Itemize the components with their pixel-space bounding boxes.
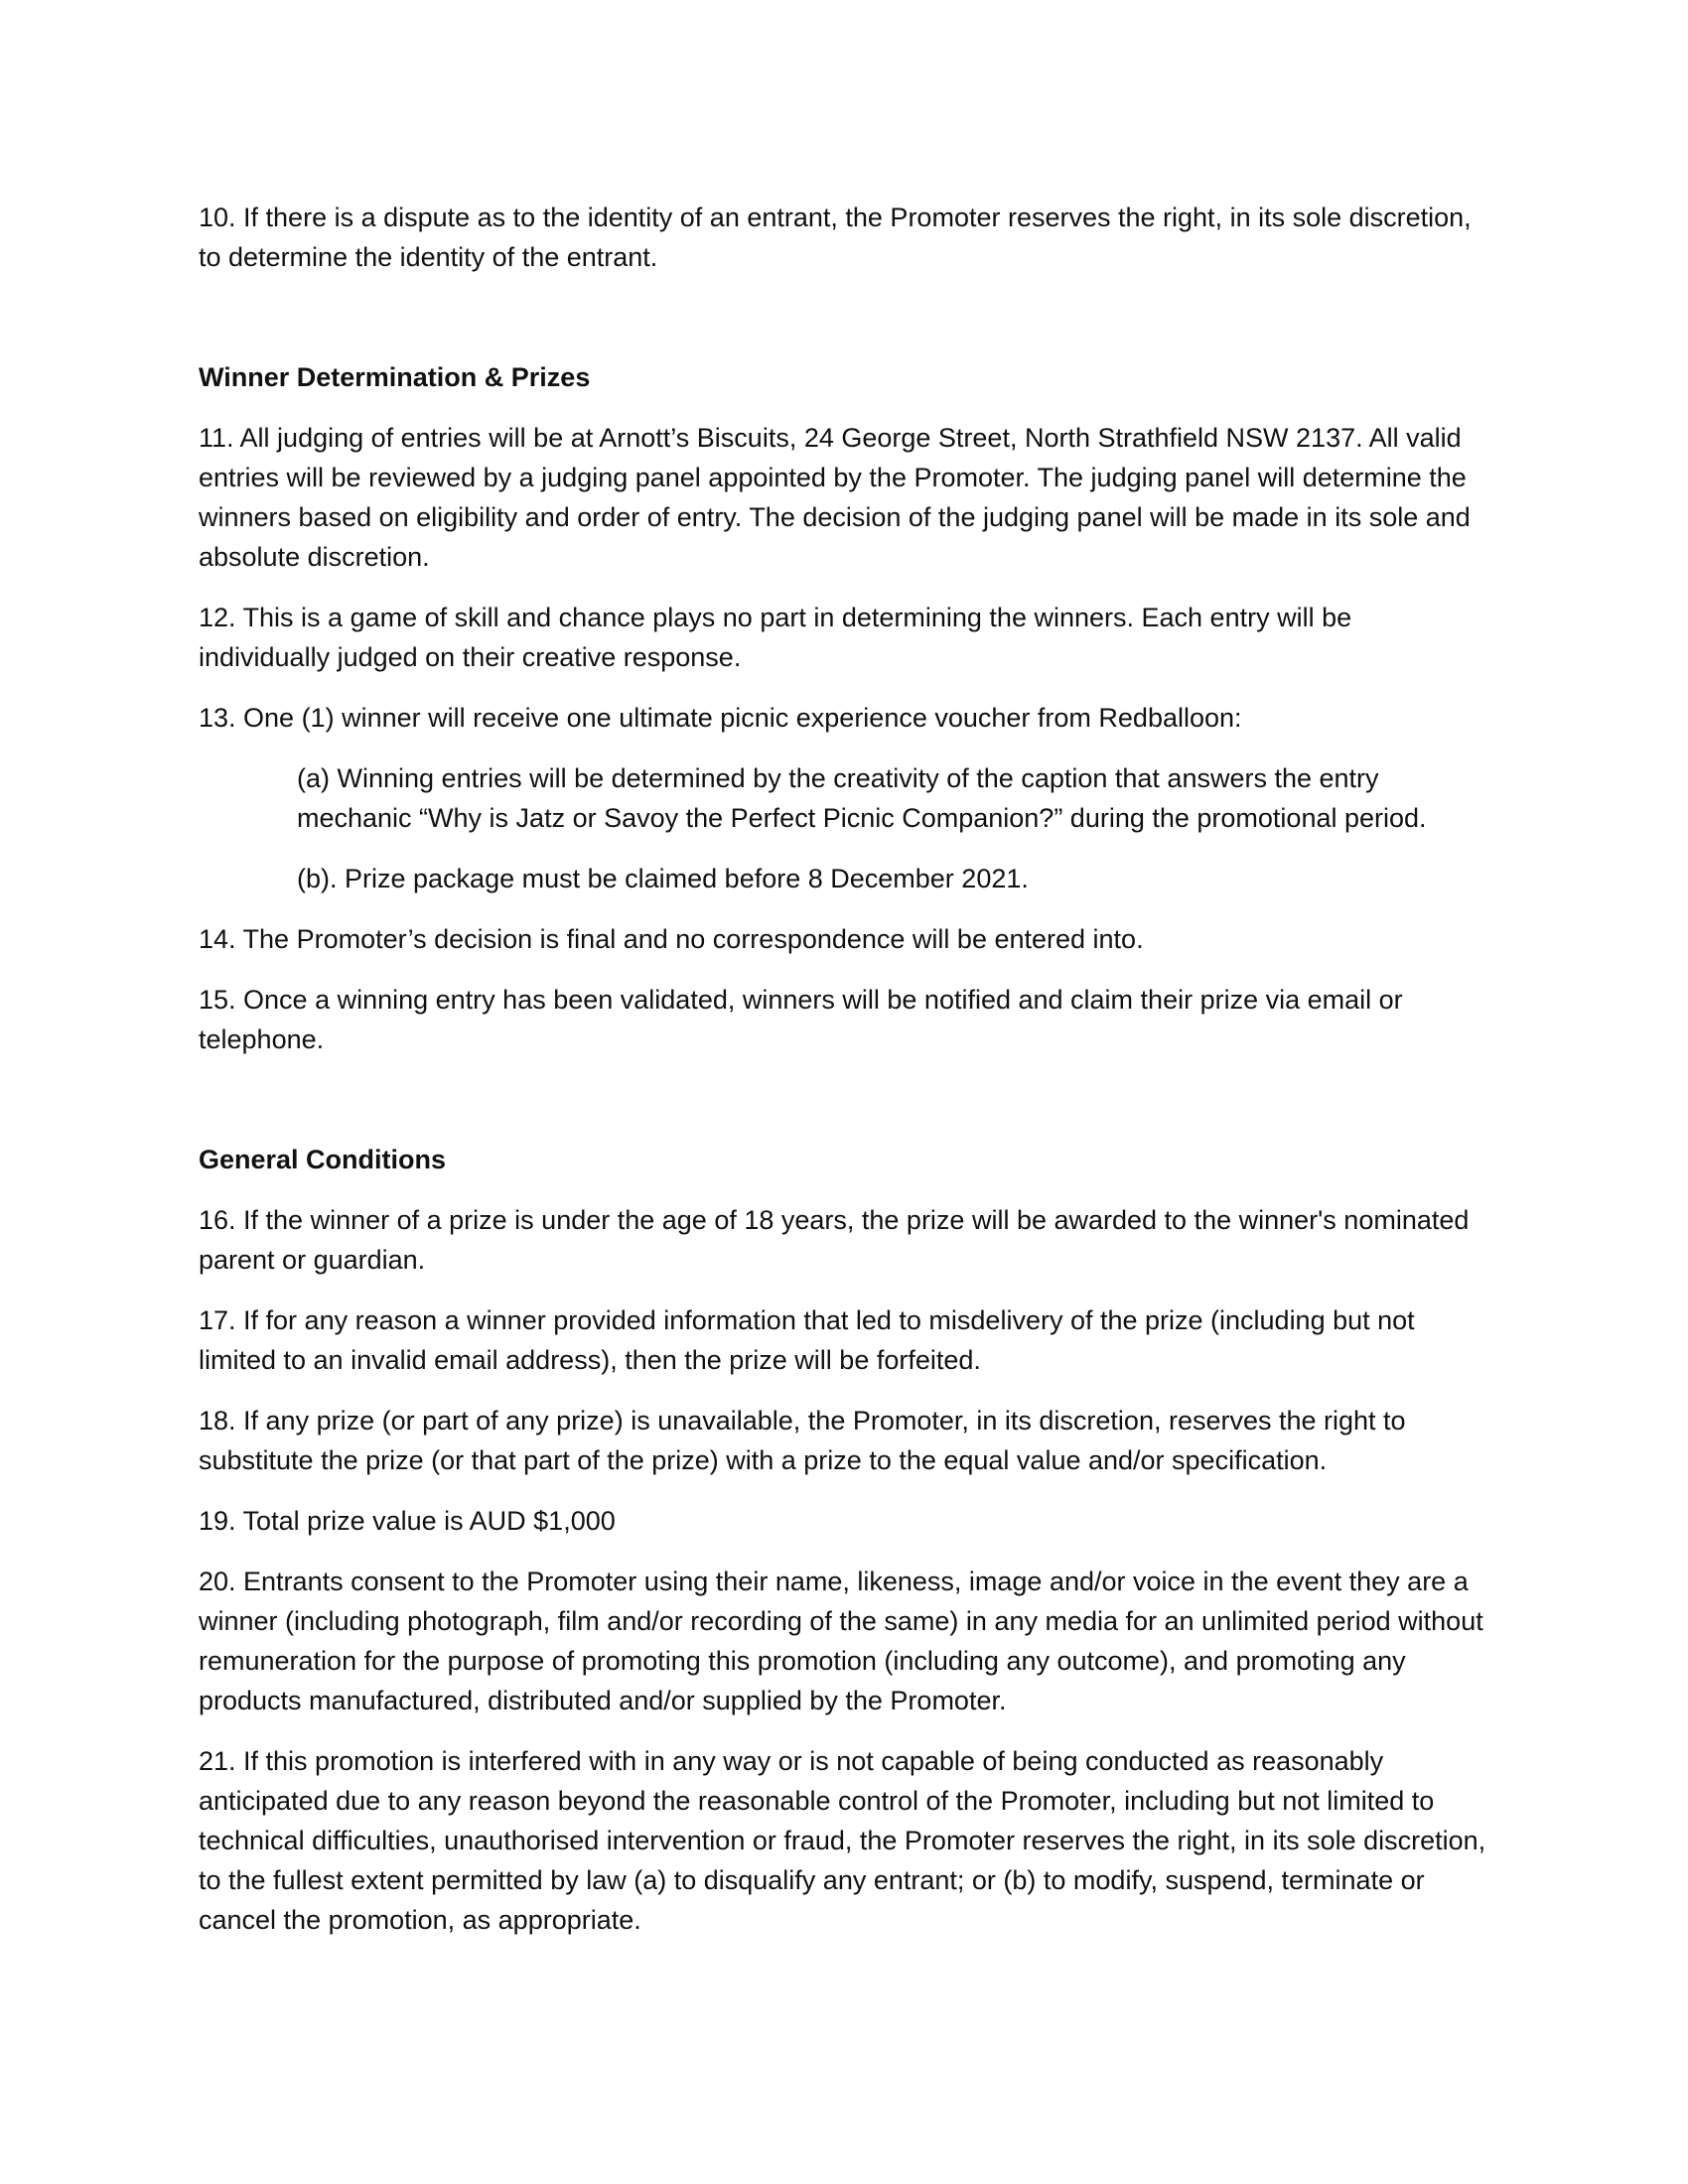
clause-16: 16. If the winner of a prize is under the age of 18 years, the prize will be awarded to the winner's nominated parent or guardian. <box>199 1205 1470 1275</box>
clause-13: 13. One (1) winner will receive one ultimate picnic experience voucher from Redballoon: <box>199 703 1242 733</box>
clause-10: 10. If there is a dispute as to the identity of an entrant, the Promoter reserves the right, in its sole discretion, to determine the identity of the entrant. <box>199 203 1472 272</box>
clause-15: 15. Once a winning entry has been validated, winners will be notified and claim their prize via email or telephone. <box>199 985 1403 1054</box>
section-heading-general-conditions: General Conditions <box>199 1145 447 1174</box>
clause-13a: (a) Winning entries will be determined by the creativity of the caption that answers the entry mechanic “Why is Jatz or Savoy the Perfect Picnic Companion?” during the promotional period. <box>297 763 1427 833</box>
clause-17: 17. If for any reason a winner provided information that led to misdelivery of the prize (including but not limited to an invalid email address), then the prize will be forfeited. <box>199 1305 1415 1375</box>
clause-18: 18. If any prize (or part of any prize) is unavailable, the Promoter, in its discretion, reserves the right to substitute the prize (or that part of the prize) with a prize to the equal value and/or specification. <box>199 1406 1406 1475</box>
section-heading-winner-determination: Winner Determination & Prizes <box>199 362 591 392</box>
clause-13b: (b). Prize package must be claimed before 8 December 2021. <box>297 864 1029 893</box>
clause-21: 21. If this promotion is interfered with in any way or is not capable of being conducted as reasonably anticipated due to any reason beyond the reasonable control of the Promoter, including but not limited to technical difficulties, unauthorised intervention or fraud, the Promoter reserves the right, in its sole discretion, to the fullest extent permitted by law (a) to disqualify any entrant; or (b) to modify, suspend, terminate or cancel the promotion, as appropriate. <box>199 1746 1486 1935</box>
clause-20: 20. Entrants consent to the Promoter using their name, likeness, image and/or voice in the event they are a winner (including photograph, film and/or recording of the same) in any media for an unlimited period without remuneration for the purpose of promoting this promotion (including any outcome), and promoting any products manufactured, distributed and/or supplied by the Promoter. <box>199 1567 1483 1715</box>
clause-11: 11. All judging of entries will be at Arnott’s Biscuits, 24 George Street, North Strathfield NSW 2137. All valid entries will be reviewed by a judging panel appointed by the Promoter. The judging panel will determine the winners based on eligibility and order of entry. The decision of the judging panel will be made in its sole and absolute discretion. <box>199 423 1471 572</box>
clause-14: 14. The Promoter’s decision is final and no correspondence will be entered into. <box>199 924 1144 954</box>
document-body <box>199 198 1489 1961</box>
clause-12: 12. This is a game of skill and chance plays no part in determining the winners. Each entry will be individually judged on their creative response. <box>199 603 1352 672</box>
clause-19: 19. Total prize value is AUD $1,000 <box>199 1506 616 1536</box>
